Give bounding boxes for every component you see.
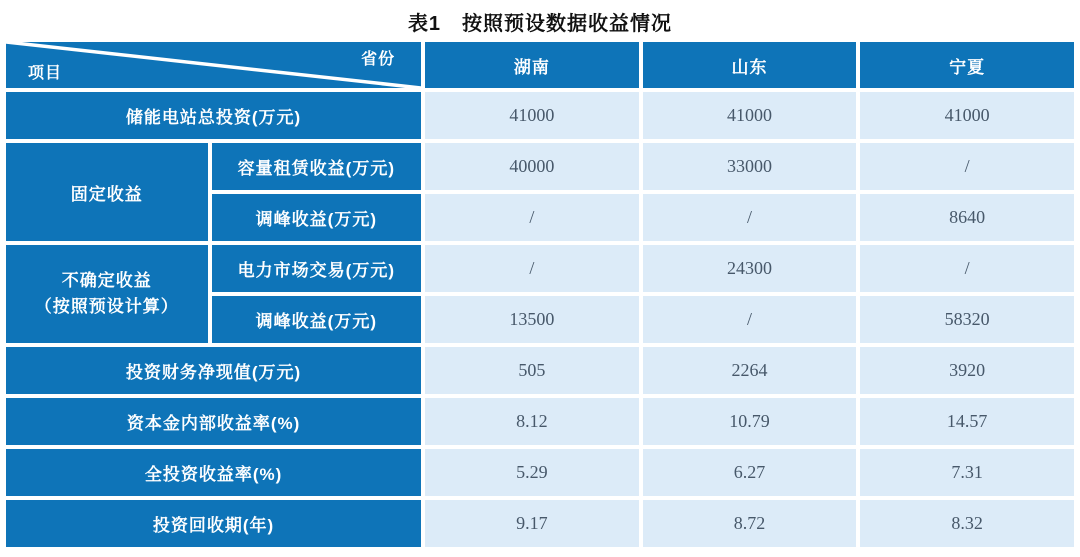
label-capacity-lease: 容量租赁收益(万元) xyxy=(212,143,422,190)
value-cell: 41000 xyxy=(643,92,857,139)
value-cell: 2264 xyxy=(643,347,857,394)
value-cell: / xyxy=(643,194,857,241)
group-fixed-income: 固定收益 xyxy=(6,143,208,241)
value-cell: 5.29 xyxy=(425,449,639,496)
value-cell: 8.12 xyxy=(425,398,639,445)
label-npv: 投资财务净现值(万元) xyxy=(6,347,421,394)
value-cell: 8.72 xyxy=(643,500,857,547)
page-title: 表1 按照预设数据收益情况 xyxy=(407,13,673,35)
value-cell: 8640 xyxy=(860,194,1074,241)
label-capital-irr: 资本金内部收益率(%) xyxy=(6,398,421,445)
column-header-hunan: 湖南 xyxy=(425,42,639,88)
table-row xyxy=(6,245,1074,292)
value-cell: / xyxy=(860,245,1074,292)
value-cell: 9.17 xyxy=(425,500,639,547)
value-cell: 7.31 xyxy=(860,449,1074,496)
value-cell: / xyxy=(425,245,639,292)
label-total-investment: 储能电站总投资(万元) xyxy=(6,92,421,139)
value-cell: 3920 xyxy=(860,347,1074,394)
group-uncertain-income xyxy=(6,245,208,343)
label-total-roi: 全投资收益率(%) xyxy=(6,449,421,496)
value-cell: 6.27 xyxy=(643,449,857,496)
table-row xyxy=(6,92,1074,139)
value-cell: / xyxy=(643,296,857,343)
value-cell: 14.57 xyxy=(860,398,1074,445)
value-cell: 505 xyxy=(425,347,639,394)
corner-cell xyxy=(6,42,421,88)
table-row xyxy=(6,449,1074,496)
corner-label-item: 项目 xyxy=(28,65,63,82)
table-row xyxy=(6,143,1074,190)
label-peak-shaving-uncertain: 调峰收益(万元) xyxy=(212,296,422,343)
value-cell: 41000 xyxy=(425,92,639,139)
header-row xyxy=(6,42,1074,88)
corner-label-province: 省份 xyxy=(361,51,396,68)
label-market-trading: 电力市场交易(万元) xyxy=(212,245,422,292)
revenue-table xyxy=(2,38,1078,551)
value-cell: 13500 xyxy=(425,296,639,343)
value-cell: / xyxy=(425,194,639,241)
value-cell: 58320 xyxy=(860,296,1074,343)
group-uncertain-income-line1: 不确定收益 xyxy=(61,270,152,290)
value-cell: / xyxy=(860,143,1074,190)
label-peak-shaving-fixed: 调峰收益(万元) xyxy=(212,194,422,241)
value-cell: 41000 xyxy=(860,92,1074,139)
value-cell: 40000 xyxy=(425,143,639,190)
table-row xyxy=(6,500,1074,547)
group-uncertain-income-line2: （按照预设计算） xyxy=(34,297,179,316)
column-header-ningxia: 宁夏 xyxy=(860,42,1074,88)
column-header-shandong: 山东 xyxy=(643,42,857,88)
value-cell: 8.32 xyxy=(860,500,1074,547)
value-cell: 33000 xyxy=(643,143,857,190)
value-cell: 24300 xyxy=(643,245,857,292)
value-cell: 10.79 xyxy=(643,398,857,445)
table-row xyxy=(6,347,1074,394)
label-payback-period: 投资回收期(年) xyxy=(6,500,421,547)
diagonal-divider-icon xyxy=(6,42,421,88)
table-row xyxy=(6,398,1074,445)
